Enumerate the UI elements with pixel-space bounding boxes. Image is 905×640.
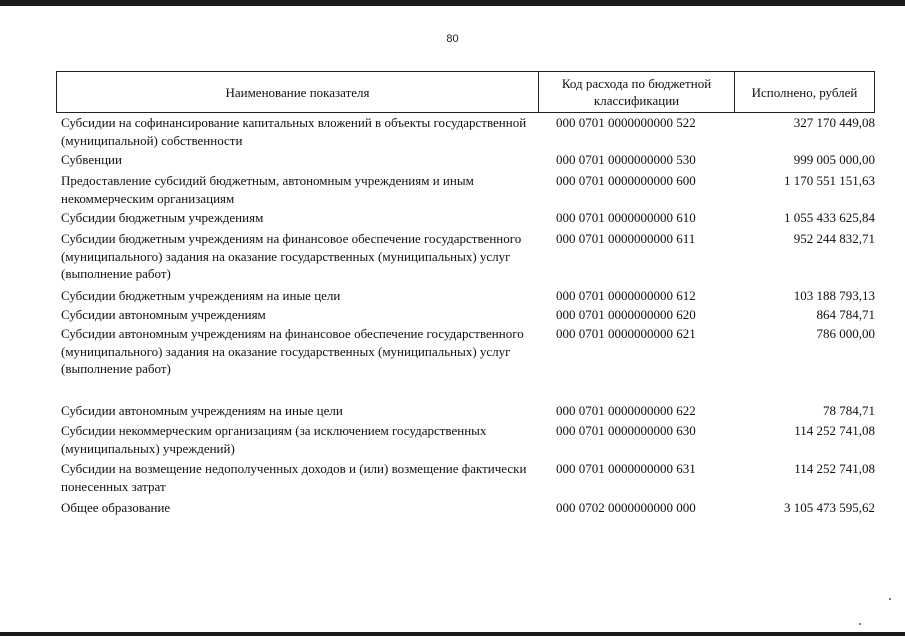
row-name: Субвенции (61, 152, 122, 167)
row-code: 000 0701 0000000000 631 (556, 461, 696, 476)
scan-speck (859, 623, 861, 625)
row-amount: 114 252 741,08 (794, 423, 875, 438)
row-code: 000 0701 0000000000 612 (556, 288, 696, 303)
scan-edge-bottom (0, 632, 905, 636)
row-code: 000 0701 0000000000 530 (556, 152, 696, 167)
row-name: Субсидии автономным учреждениям на финансовое обеспечение государственного (муниципального) задания на оказание государственных (муниципальных) услуг (выполнение работ) (61, 326, 524, 376)
row-amount: 327 170 449,08 (793, 115, 875, 130)
row-amount: 1 170 551 151,63 (784, 173, 875, 188)
row-code: 000 0701 0000000000 522 (556, 115, 696, 130)
row-name: Субсидии бюджетным учреждениям на финансовое обеспечение государственного (муниципального) задания на оказание государственных (муниципальных) услуг (выполнение работ) (61, 231, 522, 281)
row-amount: 1 055 433 625,84 (784, 210, 875, 225)
row-amount: 952 244 832,71 (793, 231, 875, 246)
row-name: Субсидии бюджетным учреждениям на иные цели (61, 288, 341, 303)
row-amount: 3 105 473 595,62 (784, 500, 875, 515)
row-name: Общее образование (61, 500, 171, 515)
row-amount: 864 784,71 (816, 307, 875, 322)
header-amount: Исполнено, рублей (751, 84, 858, 100)
row-name: Субсидии некоммерческим организациям (за исключением государственных (муниципальных) учреждений) (61, 423, 487, 456)
page-number: 80 (446, 33, 459, 45)
row-amount: 78 784,71 (823, 403, 875, 418)
row-code: 000 0701 0000000000 600 (556, 173, 696, 188)
header-name: Наименование показателя (57, 72, 539, 112)
row-code: 000 0702 0000000000 000 (556, 500, 696, 515)
row-code: 000 0701 0000000000 622 (556, 403, 696, 418)
row-code: 000 0701 0000000000 620 (556, 307, 696, 322)
row-code: 000 0701 0000000000 621 (556, 326, 696, 341)
row-name: Субсидии автономным учреждениям на иные цели (61, 403, 343, 418)
header-code: Код расхода по бюджетной классификации (539, 72, 735, 112)
row-code: 000 0701 0000000000 630 (556, 423, 696, 438)
row-name: Предоставление субсидий бюджетным, автономным учреждениям и иным некоммерческим организациям (61, 173, 474, 206)
row-name: Субсидии на возмещение недополученных доходов и (или) возмещение фактически понесенных затрат (61, 461, 527, 494)
row-code: 000 0701 0000000000 611 (556, 231, 696, 246)
row-amount: 103 188 793,13 (793, 288, 875, 303)
row-amount: 114 252 741,08 (794, 461, 875, 476)
scan-speck (889, 598, 891, 600)
row-amount: 786 000,00 (816, 326, 875, 341)
row-amount: 999 005 000,00 (793, 152, 875, 167)
row-name: Субсидии на софинансирование капитальных вложений в объекты государственной (муниципальной) собственности (61, 115, 527, 148)
row-code: 000 0701 0000000000 610 (556, 210, 696, 225)
row-name: Субсидии автономным учреждениям (61, 307, 266, 322)
row-name: Субсидии бюджетным учреждениям (61, 210, 264, 225)
